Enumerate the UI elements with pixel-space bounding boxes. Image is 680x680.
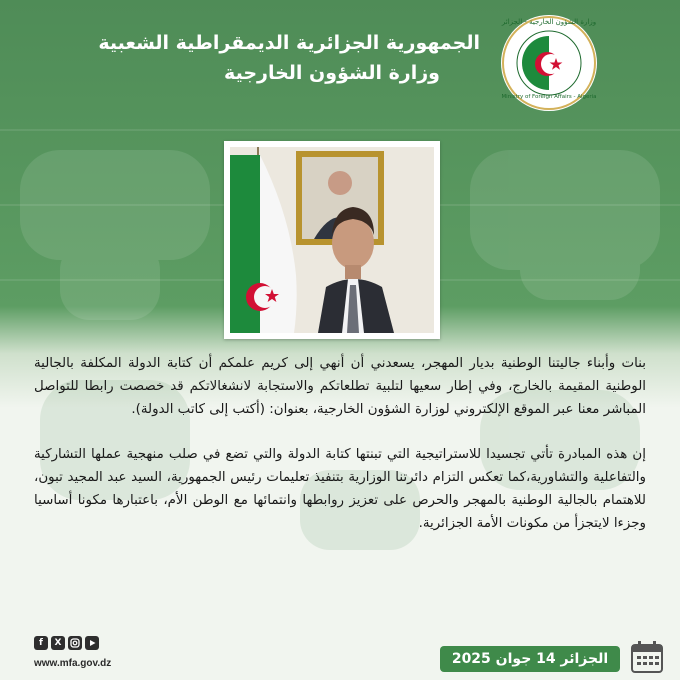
portrait-illustration	[230, 147, 434, 333]
logo-arabic-text: وزارة الشؤون الخارجية - الجزائر	[501, 18, 597, 26]
website-link[interactable]: www.mfa.gov.dz	[34, 658, 112, 669]
statement-paragraph-1: بنات وأبناء جاليتنا الوطنية بديار المهجر، يسعدني أن أنهي إلى كريم علمكم أن كتابة الدولة المكلفة بالجالية الوطنية المقيمة بالخارج، وفي إطار سعيها لتلبية تطلعاتكم والاستجابة لانشغالاتكم قد خصصت رابطا للتواصل المباشر معنا عبر الموقع الإلكتروني لوزارة الشؤون الخارجية، بعنوان: (أكتب إلى كاتب الدولة).	[34, 356, 646, 417]
youtube-icon[interactable]	[85, 636, 99, 650]
ministry-logo	[500, 14, 598, 112]
republic-name: الجمهورية الجزائرية الديمقراطية الشعبية	[98, 32, 480, 54]
statement-body	[34, 352, 646, 535]
facebook-icon[interactable]: f	[34, 636, 48, 650]
ministry-name: وزارة الشؤون الخارجية	[224, 62, 440, 84]
x-icon[interactable]: X	[51, 636, 65, 650]
statement-paragraph-2: إن هذه المبادرة تأتي تجسيدا للاستراتيجية التي تبنتها كتابة الدولة والتي تضع في صلب منهجية عملها التشاركية والتفاعلية والتشاورية،كما تعكس التزام دائرتنا الوزارية بتنفيذ تعليمات رئيس الجمهورية، السيد عبد المجيد تبون، للاهتمام بالجالية الوطنية بالمهجر والحرص على تعزيز روابطها وانتمائها مع الوطن الأم، باعتبارها مكونا أساسيا وجزءا لايتجزأ من مكونات الأمة الجزائرية.	[34, 447, 646, 531]
instagram-icon[interactable]	[68, 636, 82, 650]
social-links	[34, 636, 102, 652]
official-photo	[230, 147, 434, 333]
calendar-icon	[630, 640, 664, 674]
logo-english-text: Ministry of Foreign Affairs - Algeria	[501, 94, 597, 100]
date-badge: الجزائر 14 جوان 2025	[440, 646, 620, 672]
official-photo-frame	[224, 141, 440, 339]
header	[80, 30, 480, 86]
